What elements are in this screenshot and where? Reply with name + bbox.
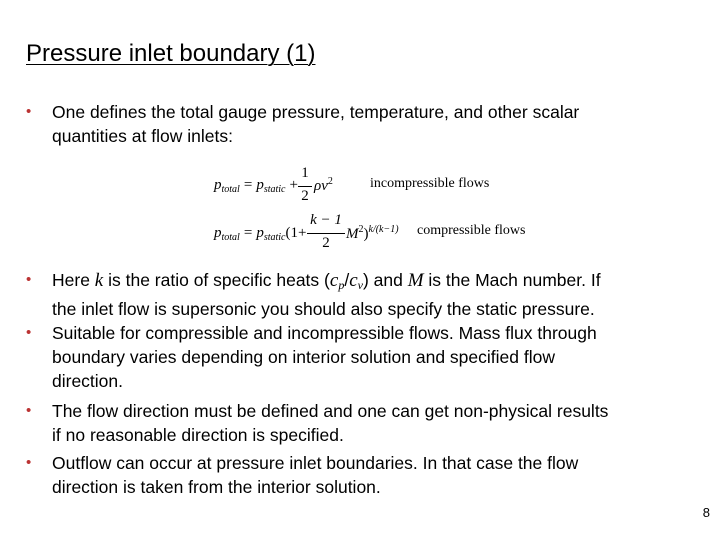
fraction-denominator: 2	[322, 235, 330, 251]
bullet-marker: •	[26, 402, 32, 419]
bullet-marker: •	[26, 324, 32, 341]
bullet-line: One defines the total gauge pressure, temperature, and other scalar	[52, 102, 580, 122]
fraction-numerator: 1	[301, 165, 309, 181]
bullet-line: Here k is the ratio of specific heats $(c_p/c_v)$ and M is the Mach number. If	[52, 270, 601, 292]
formula-incompressible-lhs: ptotal = pstatic +	[214, 177, 298, 195]
bullet-line: boundary varies depending on interior solution and specified flow	[52, 347, 555, 367]
fraction-bar	[298, 186, 312, 187]
bullet-line: The flow direction must be defined and one can get non-physical results	[52, 401, 609, 421]
formula-compressible-lhs: ptotal = pstatic(1+	[214, 225, 307, 243]
bullet-text	[52, 399, 697, 447]
formula-compressible-term: $M^2)^{k/(k-1)}$	[346, 224, 399, 242]
slide-title: Pressure inlet boundary (1)	[26, 40, 316, 67]
compressible-label: compressible flows	[417, 223, 526, 238]
bullet-text	[52, 321, 697, 393]
formula-incompressible-term: $\rho v^2$	[314, 176, 333, 194]
symbol-mach: M	[407, 270, 424, 291]
bullet-line: direction is taken from the interior solution.	[52, 477, 381, 497]
fraction-bar	[307, 233, 345, 234]
bullet-text	[52, 451, 697, 499]
bullet-line: Suitable for compressible and incompressible flows. Mass flux through	[52, 323, 597, 343]
bullet-line: if no reasonable direction is specified.	[52, 425, 344, 445]
bullet-marker: •	[26, 103, 32, 120]
page-number: 8	[702, 505, 710, 520]
bullet-line: Outflow can occur at pressure inlet boundaries. In that case the flow	[52, 453, 579, 473]
bullet-line: quantities at flow inlets:	[52, 126, 233, 146]
bullet-line: direction.	[52, 371, 124, 391]
bullet-text	[52, 100, 697, 148]
bullet-marker: •	[26, 454, 32, 471]
bullet-line: the inlet flow is supersonic you should also specify the static pressure.	[52, 299, 595, 319]
fraction-numerator: k − 1	[310, 212, 342, 228]
bullet-marker: •	[26, 271, 32, 288]
incompressible-label: incompressible flows	[370, 176, 490, 191]
symbol-k: k	[94, 270, 104, 291]
fraction-denominator: 2	[301, 188, 309, 204]
bullet-text	[52, 268, 697, 321]
